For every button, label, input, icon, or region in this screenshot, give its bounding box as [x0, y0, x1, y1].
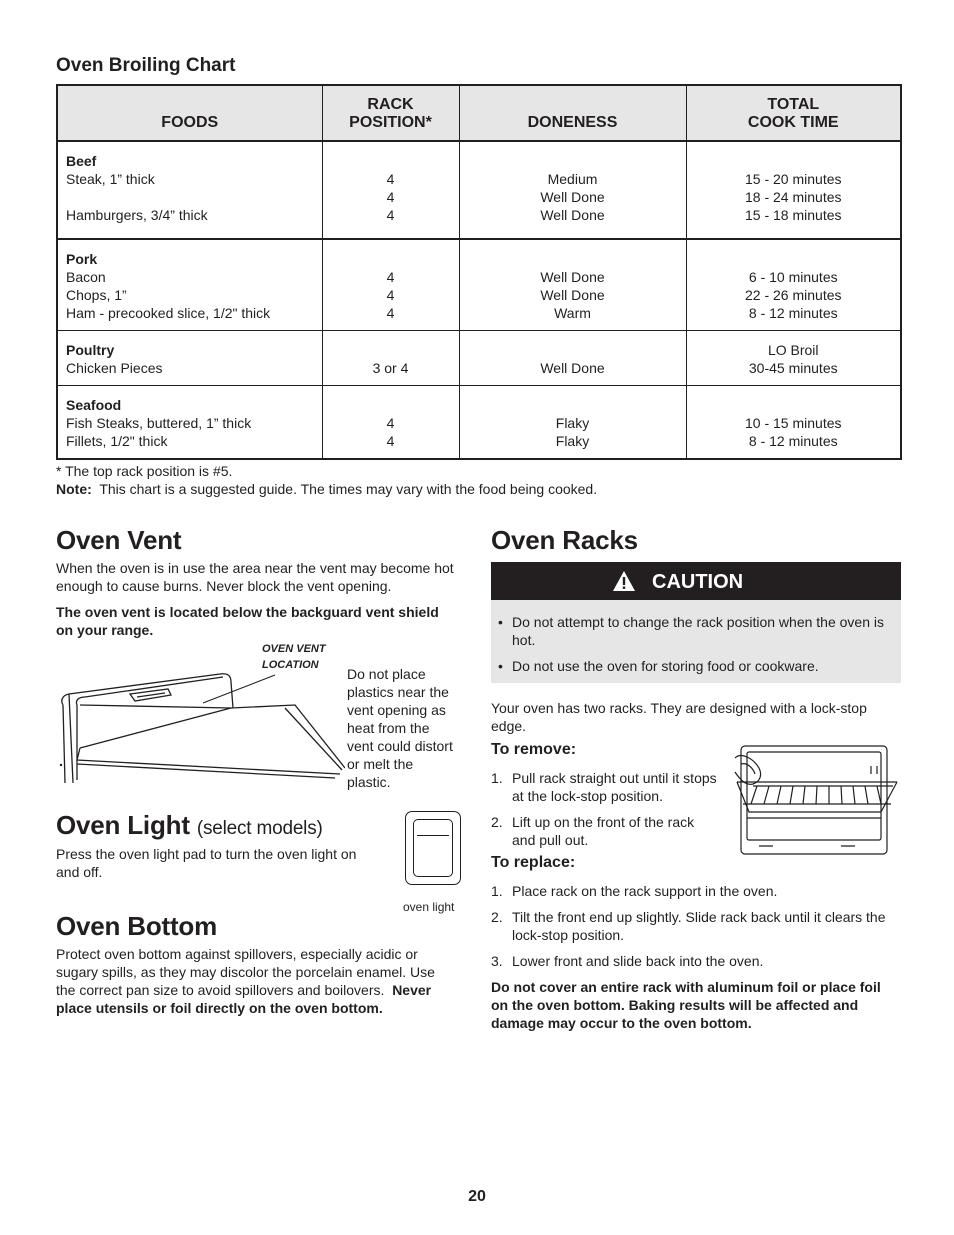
broiling-chart-table	[56, 84, 902, 460]
oven-rack-illustration	[733, 742, 901, 858]
doneness-cell: Flaky Flaky	[459, 386, 686, 460]
food-cell: Beef Steak, 1” thick Hamburgers, 3/4” thick	[57, 141, 322, 239]
racks-foil-warning: Do not cover an entire rack with aluminum foil or place foil on the oven bottom. Baking results will be affected and damage may occur to the oven bottom.	[491, 979, 881, 1031]
to-replace-heading: To replace:	[491, 854, 576, 871]
caution-item: • Do not use the oven for storing food or cookware.	[498, 658, 819, 674]
racks-intro: Your oven has two racks. They are designed with a lock-stop edge.	[491, 700, 867, 734]
time-cell: 10 - 15 minutes 8 - 12 minutes	[686, 386, 901, 460]
replace-steps	[491, 882, 896, 978]
caution-banner	[491, 562, 901, 600]
oven-vent-location-note: The oven vent is located below the backguard vent shield on your range.	[56, 604, 439, 638]
doneness-cell: Well Done	[459, 331, 686, 386]
remove-step: 2. Lift up on the front of the rack and pull out.	[491, 814, 695, 848]
page-number: 20	[468, 1188, 486, 1205]
oven-light-caption: oven light	[403, 900, 455, 914]
oven-racks-title: Oven Racks	[491, 525, 638, 555]
table-row-pork	[57, 239, 901, 331]
food-cell: Poultry Chicken Pieces	[57, 331, 322, 386]
header-doneness: DONENESS	[459, 85, 686, 141]
oven-bottom-title: Oven Bottom	[56, 911, 218, 941]
oven-light-pad[interactable]	[405, 811, 461, 885]
chart-note: Note: This chart is a suggested guide. The times may vary with the food being cooked.	[56, 481, 598, 497]
replace-step: 3. Lower front and slide back into the oven.	[491, 953, 764, 969]
rack-cell: 3 or 4	[322, 331, 459, 386]
food-cell: Seafood Fish Steaks, buttered, 1” thick Fillets, 1/2" thick	[57, 386, 322, 460]
oven-light-body: Press the oven light pad to turn the oven light on and off.	[56, 846, 357, 880]
light-pad-button-icon	[413, 819, 453, 877]
replace-step: 2. Tilt the front end up slightly. Slide rack back until it clears the lock-stop position.	[491, 909, 886, 943]
header-total-cook-time: TOTAL COOK TIME	[686, 85, 901, 141]
rack-footnote: * The top rack position is #5.	[56, 463, 233, 479]
rack-cell: 4 4 4	[322, 141, 459, 239]
time-cell: 15 - 20 minutes 18 - 24 minutes 15 - 18 minutes	[686, 141, 901, 239]
remove-steps	[491, 769, 719, 857]
range-backguard-illustration	[55, 660, 345, 788]
caution-label: CAUTION	[652, 571, 744, 593]
caution-item: • Do not attempt to change the rack position when the oven is hot.	[498, 614, 885, 648]
food-cell: Pork Bacon Chops, 1” Ham - precooked slice, 1/2" thick	[57, 239, 322, 331]
broiling-chart-title: Oven Broiling Chart	[56, 55, 236, 76]
rack-cell: 4 4 4	[322, 239, 459, 331]
header-rack-position: RACK POSITION*	[322, 85, 459, 141]
doneness-cell: Well Done Well Done Warm	[459, 239, 686, 331]
caution-box	[491, 600, 901, 683]
oven-light-title: Oven Light (select models)	[56, 810, 323, 840]
table-row-beef	[57, 141, 901, 239]
to-remove-heading: To remove:	[491, 741, 577, 758]
remove-step: 1. Pull rack straight out until it stops at the lock-stop position.	[491, 770, 717, 804]
table-row-poultry	[57, 331, 901, 386]
rack-cell: 4 4	[322, 386, 459, 460]
replace-step: 1. Place rack on the rack support in the oven.	[491, 883, 778, 899]
oven-bottom-body: Protect oven bottom against spillovers, especially acidic or sugary spills, as they may discolor the porcelain enamel. Use the correct pan size to avoid spillovers and boilovers. Never place utensils or foil directly on the oven bottom.	[56, 946, 435, 1016]
table-header-row	[57, 85, 901, 141]
oven-vent-body: When the oven is in use the area near the vent may become hot enough to cause burns. Never block the vent opening.	[56, 560, 454, 594]
doneness-cell: Medium Well Done Well Done	[459, 141, 686, 239]
vent-location-label: OVEN VENT LOCATION	[262, 643, 326, 671]
header-foods: FOODS	[57, 85, 322, 141]
time-cell: LO Broil 30-45 minutes	[686, 331, 901, 386]
warning-icon	[612, 569, 636, 593]
vent-side-warning: Do not place plastics near the vent opening as heat from the vent could distort or melt the plastic.	[347, 666, 453, 790]
oven-vent-title: Oven Vent	[56, 525, 182, 555]
chart-footnote	[56, 462, 597, 498]
time-cell: 6 - 10 minutes 22 - 26 minutes 8 - 12 minutes	[686, 239, 901, 331]
table-row-seafood	[57, 386, 901, 460]
